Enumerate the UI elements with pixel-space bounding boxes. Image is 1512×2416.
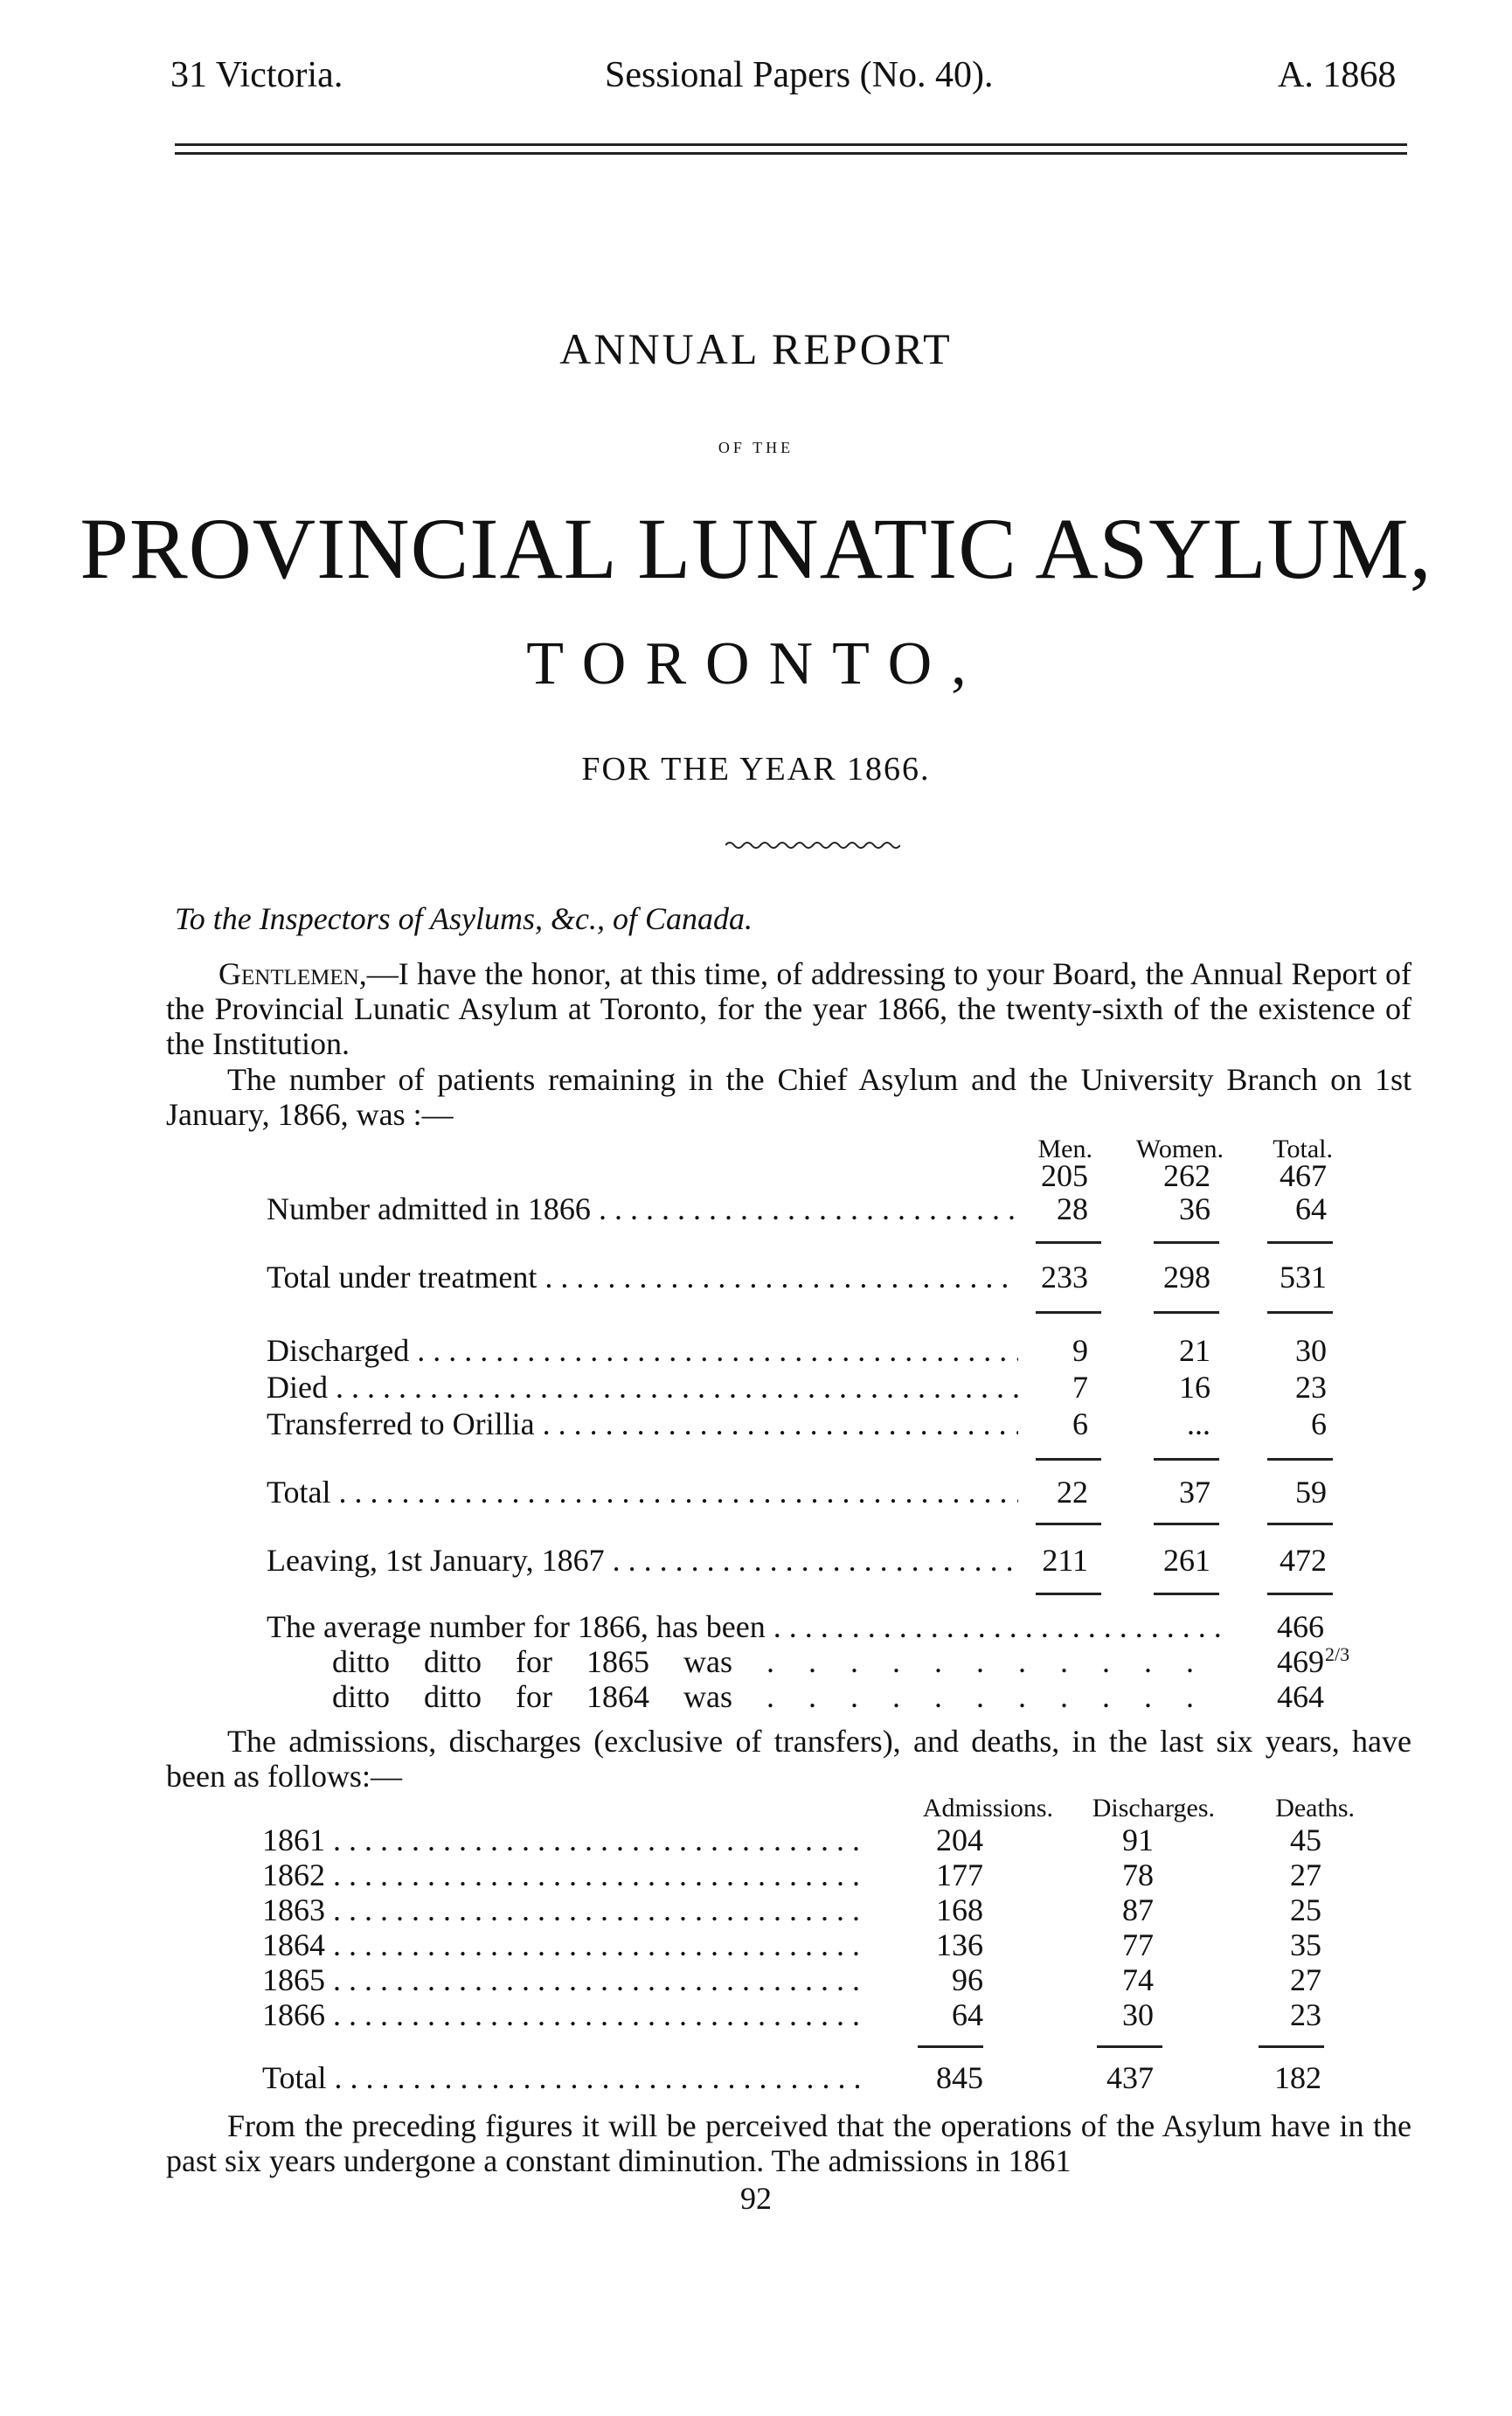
col-header-women: Women.: [1135, 1135, 1224, 1163]
table-cell: 437: [1106, 2060, 1154, 2095]
table-cell: 91: [1122, 1822, 1154, 1857]
average-fraction: 2/3: [1325, 1643, 1350, 1665]
page-number: 92: [740, 2181, 772, 2216]
table-cell: 531: [1280, 1260, 1327, 1295]
table-cell: 27: [1290, 1962, 1321, 1997]
average-label: ditto ditto for 1865 was . . .: [332, 1643, 1228, 1680]
col-header-men: Men.: [1037, 1135, 1092, 1163]
table-cell: 136: [936, 1927, 983, 1962]
sum-rule: [1036, 1241, 1101, 1244]
table-cell: 27: [1290, 1857, 1321, 1892]
table-cell: 45: [1290, 1822, 1321, 1857]
title-institution: PROVINCIAL LUNATIC ASYLUM,: [80, 500, 1432, 597]
table-cell: 30: [1122, 1997, 1154, 2032]
sum-rule: [1259, 2045, 1324, 2048]
average-value: 469: [1277, 1644, 1324, 1679]
table-row-label: Number admitted in 1866 . . .: [267, 1191, 1018, 1227]
table-cell: 6: [1311, 1406, 1327, 1441]
table-cell: 28: [1057, 1191, 1088, 1226]
average-label: ditto ditto for 1864 was . . .: [332, 1678, 1228, 1715]
salutation: Gentlemen,: [218, 956, 367, 991]
sum-rule: [918, 2045, 983, 2048]
table-cell: 25: [1290, 1892, 1321, 1927]
table-cell: 74: [1122, 1962, 1154, 1997]
title-year: FOR THE YEAR 1866.: [581, 751, 931, 788]
table-row-label: Discharged . . .: [267, 1332, 1018, 1369]
sum-rule: [1267, 1241, 1333, 1244]
table-row-year: 1863 . . .: [262, 1892, 865, 1928]
ornamental-divider: [725, 839, 900, 851]
sum-rule: [1154, 1458, 1219, 1461]
title-city: TORONTO,: [526, 630, 986, 698]
table-cell: 472: [1280, 1543, 1327, 1578]
sum-rule: [1267, 1593, 1333, 1595]
sum-rule: [1154, 1241, 1219, 1244]
table-cell: 7: [1072, 1370, 1088, 1405]
table-cell: 64: [1295, 1191, 1327, 1226]
table-cell: 261: [1163, 1543, 1210, 1578]
sum-rule: [1267, 1458, 1333, 1461]
header-rule-bottom: [175, 152, 1407, 155]
table-cell: 233: [1041, 1260, 1088, 1295]
table-cell: ...: [1187, 1406, 1210, 1441]
table-cell: 168: [936, 1892, 983, 1927]
opening-women: 262: [1163, 1158, 1210, 1193]
table2-total-label: Total . . .: [262, 2059, 865, 2096]
intro-text: —I have the honor, at this time, of addressing to your Board, the Annual Report of the Provincial Lunatic Asylum at Toronto, for the year 1866, the twenty-sixth of the existence of the Institution.: [166, 956, 1411, 1061]
table-row-year: 1866 . . .: [262, 1996, 865, 2033]
admissions-paragraph: The admissions, discharges (exclusive of transfers), and deaths, in the last six years, have been as follows:—: [166, 1724, 1411, 1794]
addressee: To the Inspectors of Asylums, &c., of Canada.: [175, 901, 753, 936]
sum-rule: [1036, 1593, 1101, 1595]
table-row-year: 1862 . . .: [262, 1857, 865, 1893]
table-cell: 6: [1072, 1406, 1088, 1441]
running-head-right: A. 1868: [1278, 55, 1397, 95]
table-row-label: Total under treatment . . .: [267, 1259, 1018, 1295]
opening-total: 467: [1280, 1158, 1327, 1193]
table-cell: 35: [1290, 1927, 1321, 1962]
sum-rule: [1267, 1311, 1333, 1314]
table-cell: 30: [1295, 1333, 1327, 1368]
table-cell: 177: [936, 1857, 983, 1892]
table-row-year: 1864 . . .: [262, 1927, 865, 1963]
sum-rule: [1036, 1523, 1101, 1525]
table-cell: 96: [952, 1962, 983, 1997]
sum-rule: [1154, 1593, 1219, 1595]
running-head-left: 31 Victoria.: [170, 55, 343, 95]
opening-men: 205: [1041, 1158, 1088, 1193]
running-head-center: Sessional Papers (No. 40).: [605, 55, 994, 95]
average-value: 466: [1277, 1609, 1324, 1644]
table-cell: 204: [936, 1822, 983, 1857]
table-cell: 59: [1295, 1475, 1327, 1510]
table-cell: 23: [1295, 1370, 1327, 1405]
table-cell: 16: [1179, 1370, 1210, 1405]
table-cell: 64: [952, 1997, 983, 2032]
table-cell: 21: [1179, 1333, 1210, 1368]
table-cell: 211: [1042, 1543, 1088, 1578]
table-cell: 182: [1274, 2060, 1321, 2095]
table-cell: 845: [936, 2060, 983, 2095]
sum-rule: [1097, 2045, 1162, 2048]
table-cell: 87: [1122, 1892, 1154, 1927]
table-cell: 78: [1122, 1857, 1154, 1892]
table-cell: 37: [1179, 1475, 1210, 1510]
average-value: 464: [1277, 1679, 1324, 1714]
intro-paragraph: [166, 956, 1411, 1061]
col-header-deaths: Deaths.: [1275, 1794, 1355, 1822]
header-rule-top: [175, 143, 1407, 146]
sum-rule: [1154, 1523, 1219, 1525]
table-row-label: Transferred to Orillia . . .: [267, 1406, 1018, 1442]
col-header-total: Total.: [1273, 1135, 1333, 1163]
table-row-year: 1865 . . .: [262, 1961, 865, 1998]
table-row-year: 1861 . . .: [262, 1822, 865, 1858]
table-cell: 298: [1163, 1260, 1210, 1295]
closing-paragraph: From the preceding figures it will be perceived that the operations of the Asylum have in the past six years undergone a constant diminution. The admissions in 1861: [166, 2108, 1411, 2178]
col-header-admissions: Admissions.: [922, 1794, 1053, 1822]
table-cell: 23: [1290, 1997, 1321, 2032]
title-annual-report: ANNUAL REPORT: [559, 324, 953, 373]
average-label: The average number for 1866, has been . . .: [267, 1608, 1228, 1645]
table-row-label: Leaving, 1st January, 1867 . . .: [267, 1542, 1018, 1579]
table-cell: 9: [1072, 1333, 1088, 1368]
sum-rule: [1154, 1311, 1219, 1314]
table-cell: 36: [1179, 1191, 1210, 1226]
sum-rule: [1036, 1311, 1101, 1314]
remaining-paragraph: The number of patients remaining in the Chief Asylum and the University Branch on 1st January, 1866, was :—: [166, 1062, 1411, 1132]
col-header-discharges: Discharges.: [1092, 1794, 1215, 1822]
sum-rule: [1036, 1458, 1101, 1461]
title-of-the: OF THE: [718, 439, 794, 456]
table-row-label: Total . . .: [267, 1474, 1018, 1510]
table-row-label: Died . . .: [267, 1369, 1018, 1406]
table-cell: 22: [1057, 1475, 1088, 1510]
table-cell: 77: [1122, 1927, 1154, 1962]
sum-rule: [1267, 1523, 1333, 1525]
